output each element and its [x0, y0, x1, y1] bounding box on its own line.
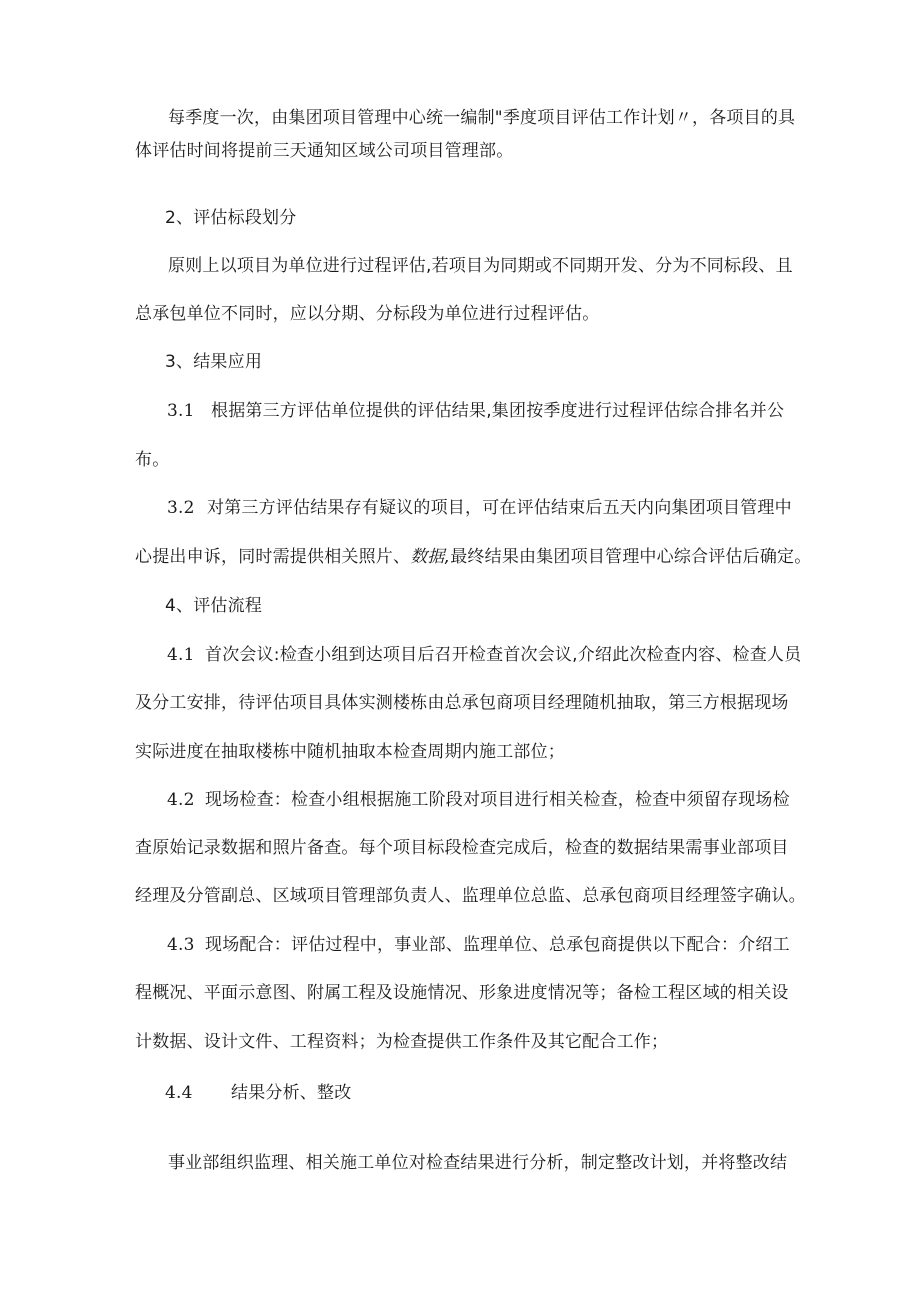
paragraph-3-2-text: 对第三方评估结果存有疑议的项目，可在评估结束后五天内向集团项目管理中: [207, 498, 792, 518]
paragraph-4-2-text: 现场检查：检查小组根据施工阶段对项目进行相关检查，检查中须留存现场检: [205, 790, 790, 810]
section-2-line-2: 总承包单位不同时，应以分期、分标段为单位进行过程评估。: [135, 304, 600, 324]
paragraph-4-3-number: 4.3: [167, 935, 195, 955]
paragraph-3-1-line-1: [167, 400, 784, 422]
paragraph-4-1-text: 首次会议:检查小组到达项目后召开检查首次会议,介绍此次检查内容、检查人员: [205, 645, 802, 665]
paragraph-4-1-number: 4.1: [167, 645, 195, 665]
paragraph-1-line-1: 每季度一次，由集团项目管理中心统一编制"季度项目评估工作计划〃，各项目的具: [168, 108, 796, 128]
paragraph-4-3-line-3: 计数据、设计文件、工程资料；为检查提供工作条件及其它配合工作；: [135, 1032, 669, 1052]
paragraph-4-1-line-3: 实际进度在抽取楼栋中随机抽取本检查周期内施工部位；: [135, 742, 565, 762]
paragraph-3-2-line-2-part-a: 心提出申诉，同时需提供相关照片、: [135, 547, 411, 567]
paragraph-4-4-line-1: 事业部组织监理、相关施工单位对检查结果进行分析，制定整改计划，并将整改结: [168, 1153, 788, 1173]
paragraph-4-4-number: 4.4: [165, 1083, 193, 1103]
paragraph-4-3-line-2: 程概况、平面示意图、附属工程及设施情况、形象进度情况等；备检工程区域的相关设: [135, 983, 789, 1003]
paragraph-3-2-line-2-italic-data: 数据,: [410, 547, 451, 567]
paragraph-1-line-2: 体评估时间将提前三天通知区域公司项目管理部。: [135, 141, 514, 161]
section-4-heading: 4、评估流程: [165, 596, 263, 616]
section-2-heading: 2、评估标段划分: [165, 208, 297, 228]
paragraph-4-2-line-2: 查原始记录数据和照片备查。每个项目标段检查完成后，检查的数据结果需事业部项目: [135, 838, 789, 858]
paragraph-3-2-line-2-part-c: 最终结果由集团项目管理中心综合评估后确定。: [450, 547, 812, 567]
section-2-line-1: 原则上以项目为单位进行过程评估,若项目为同期或不同期开发、分为不同标段、且: [168, 256, 793, 276]
paragraph-4-4-heading-line: [165, 1082, 351, 1104]
paragraph-4-1-line-1: [167, 644, 801, 666]
paragraph-3-2-line-2: [135, 546, 811, 568]
paragraph-3-1-text: 根据第三方评估单位提供的评估结果,集团按季度进行过程评估综合排名并公: [211, 401, 785, 421]
paragraph-3-1-line-2: 布。: [135, 450, 170, 470]
paragraph-4-4-heading: 结果分析、整改: [231, 1083, 352, 1103]
paragraph-4-3-text: 现场配合：评估过程中，事业部、监理单位、总承包商提供以下配合：介绍工: [205, 935, 790, 955]
paragraph-4-2-number: 4.2: [167, 790, 195, 810]
paragraph-4-2-line-3: 经理及分管副总、区域项目管理部负责人、监理单位总监、总承包商项目经理签字确认。: [135, 886, 806, 906]
section-3-heading: 3、结果应用: [165, 352, 263, 372]
paragraph-4-3-line-1: [167, 934, 790, 956]
paragraph-4-1-line-2: 及分工安排，待评估项目具体实测楼栋由总承包商项目经理随机抽取，第三方根据现场: [135, 693, 789, 713]
paragraph-4-2-line-1: [167, 789, 790, 811]
paragraph-3-1-number: 3.1: [167, 401, 195, 421]
paragraph-3-2-line-1: [167, 497, 792, 519]
paragraph-3-2-number: 3.2: [167, 498, 195, 518]
